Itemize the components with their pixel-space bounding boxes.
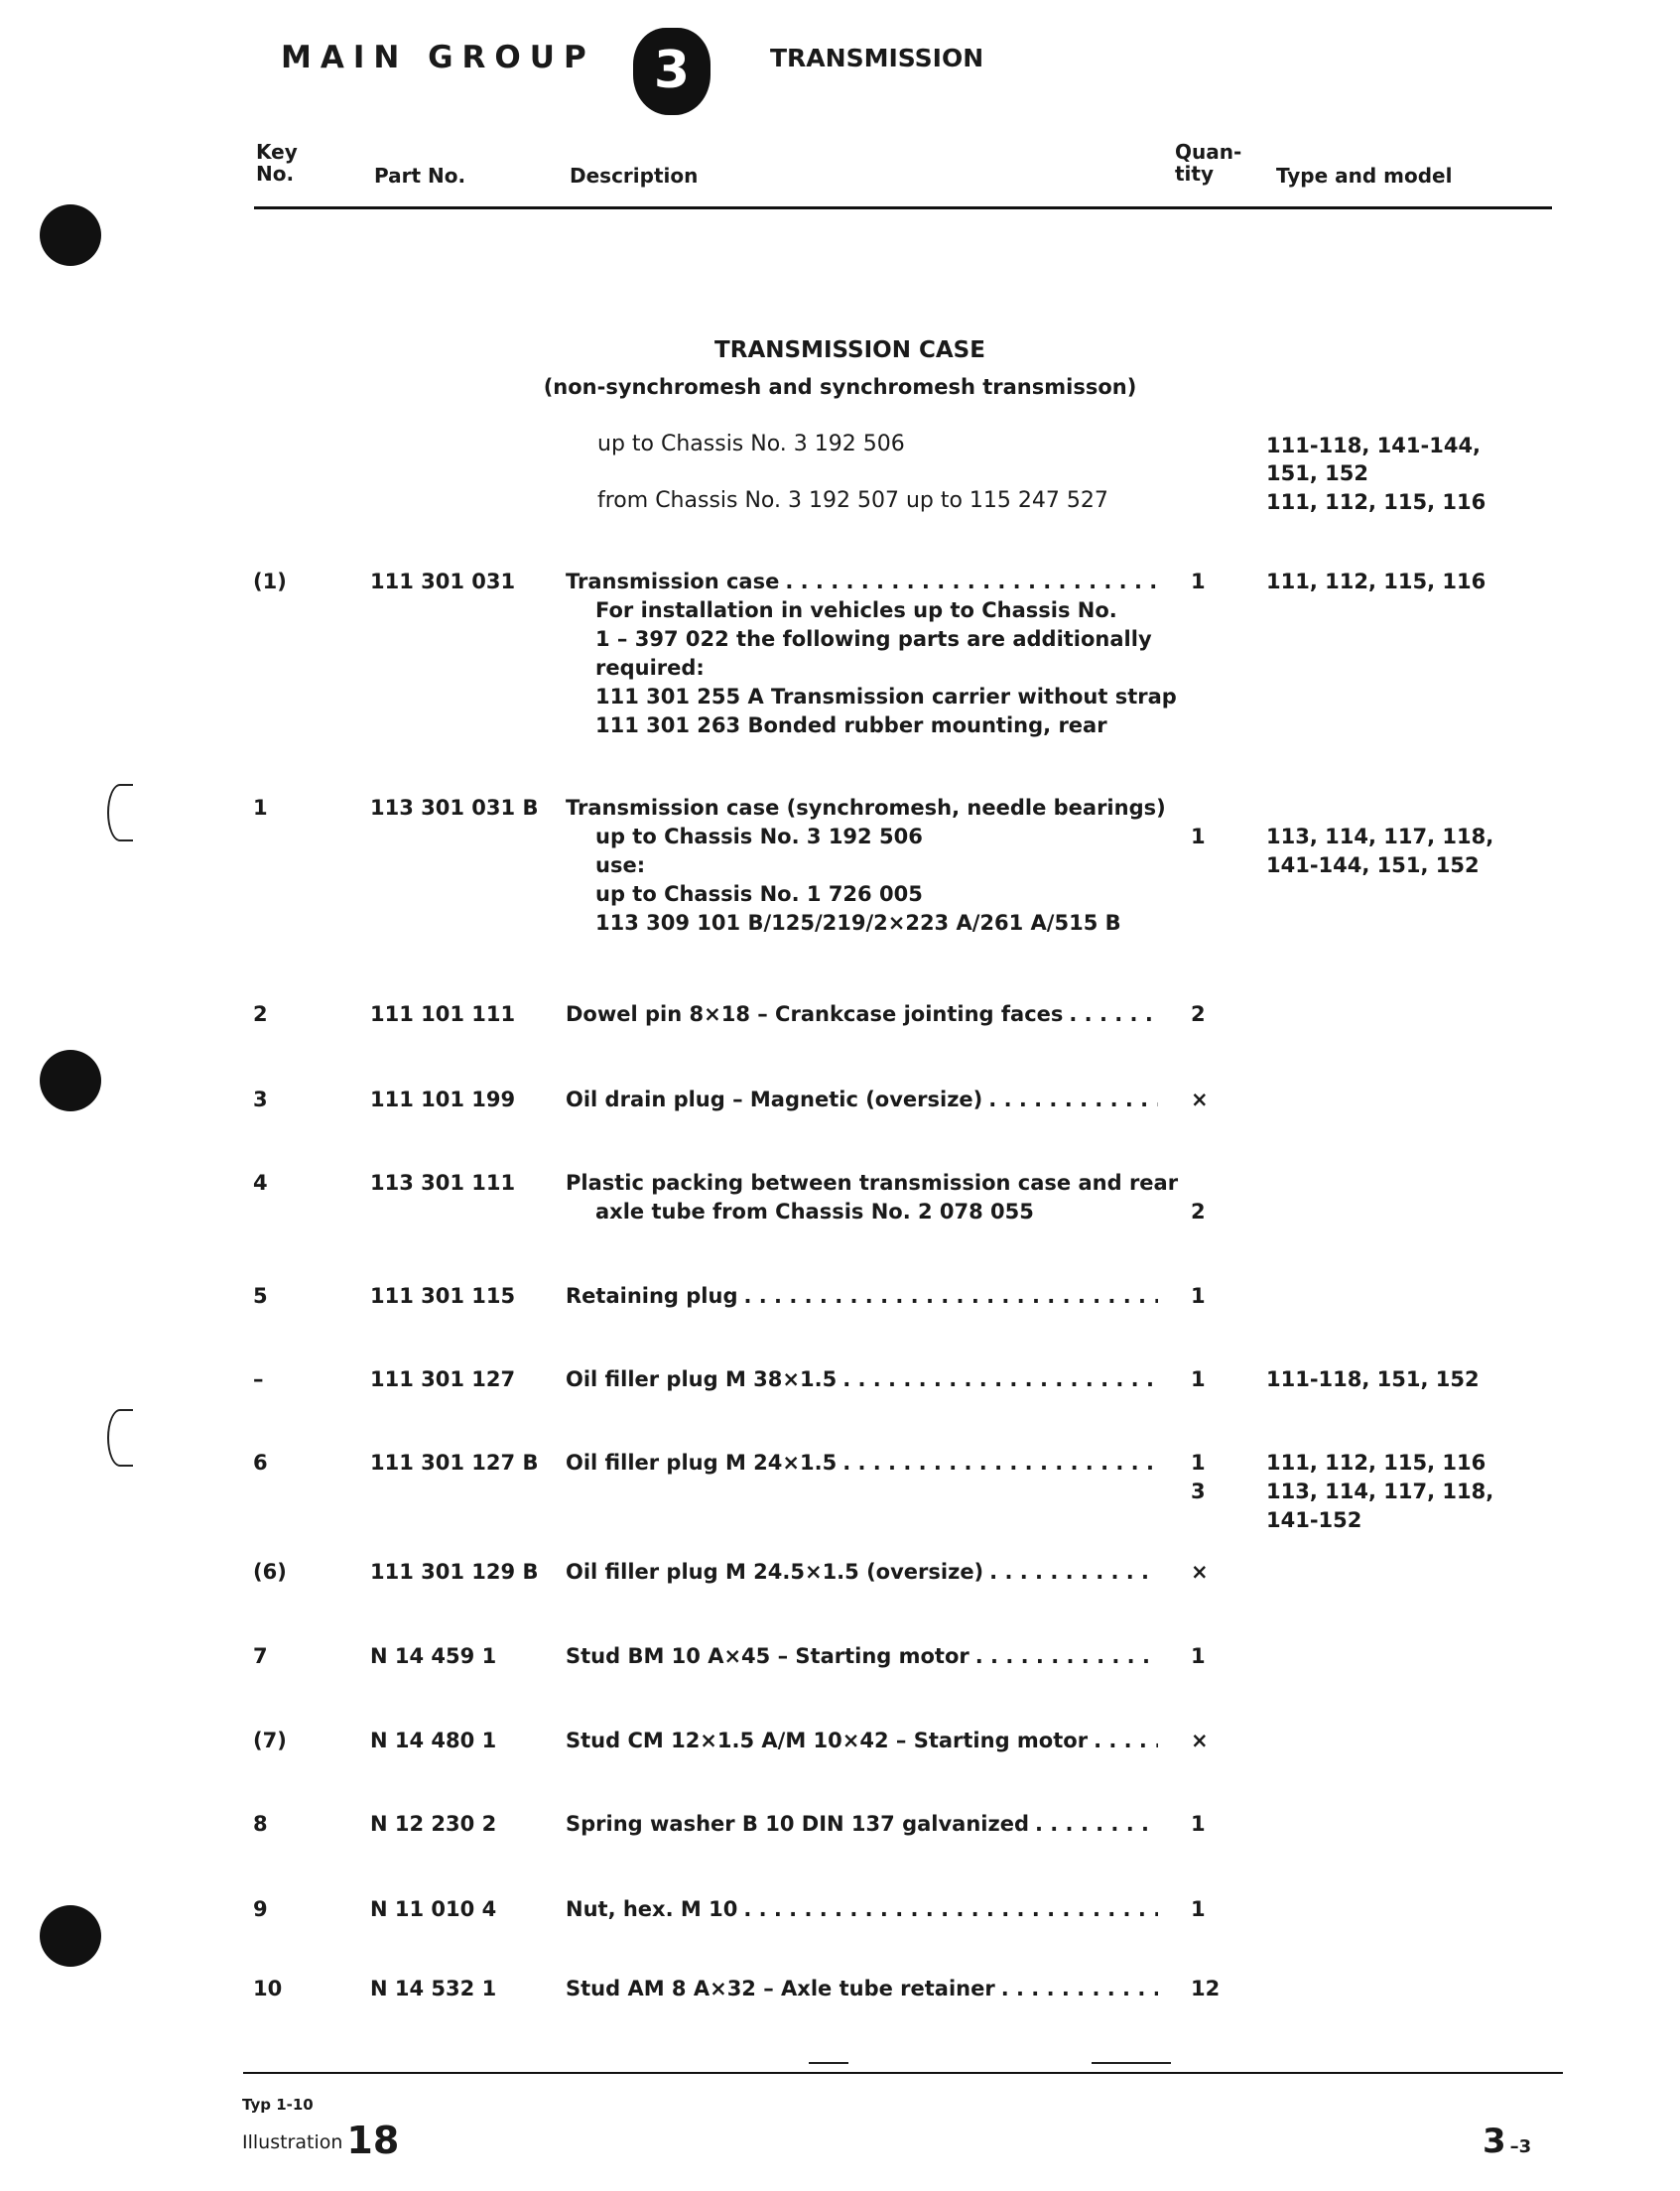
part-description [566, 1642, 1161, 1671]
group-number-badge: 3 [633, 28, 711, 115]
dot-leader [1088, 1727, 1158, 1755]
binder-hole-bottom [40, 1905, 101, 1967]
key-number: 5 [253, 1284, 268, 1308]
quantity-value: 12 [1191, 1977, 1221, 2000]
part-description [566, 1975, 1161, 2003]
key-number: (1) [253, 570, 287, 593]
page-number: 3 –3 [1483, 2122, 1532, 2161]
description-detail-line: 111 301 255 A Transmission carrier without strap [595, 685, 1177, 709]
part-description [566, 1086, 1161, 1114]
dot-leader [737, 1895, 1158, 1924]
dot-leader [995, 1975, 1158, 2003]
part-description [566, 1000, 1161, 1029]
description-detail-line: required: [595, 656, 705, 680]
footer-type-code: Typ 1-10 [242, 2096, 314, 2114]
key-number: (6) [253, 1560, 287, 1584]
column-header-key-no: Key No. [256, 140, 298, 186]
part-number: 113 301 111 [370, 1171, 516, 1195]
dot-leader [837, 1449, 1158, 1478]
main-group-label: MAIN GROUP [281, 40, 595, 75]
part-description [566, 1169, 1179, 1226]
part-description [566, 1810, 1161, 1839]
part-description [566, 1282, 1161, 1311]
description-main: Dowel pin 8×18 – Crankcase jointing faces [566, 1002, 1064, 1026]
part-description [566, 568, 1177, 740]
part-number: N 12 230 2 [370, 1812, 497, 1836]
part-number: 113 301 031 B [370, 796, 539, 820]
quantity [1191, 1810, 1206, 1839]
part-number: 111 301 031 [370, 570, 516, 593]
section-subtitle: (non-synchromesh and synchromesh transmisson) [543, 375, 1137, 399]
dot-leader [983, 1558, 1158, 1587]
quantity-value: 1 [1191, 1644, 1206, 1668]
key-number: 3 [253, 1088, 268, 1111]
part-description [566, 1558, 1161, 1587]
chassis-range-text: up to Chassis No. 3 192 506 [597, 432, 905, 456]
dot-leader [982, 1086, 1158, 1114]
dot-leader [1063, 1000, 1158, 1029]
type-and-model [1266, 794, 1504, 880]
margin-bracket-mark [107, 784, 133, 841]
key-number: 7 [253, 1644, 268, 1668]
quantity [1191, 1169, 1206, 1226]
quantity [1191, 1895, 1206, 1924]
quantity-value: 3 [1191, 1480, 1206, 1503]
section-heading: TRANSMISSION [770, 44, 984, 72]
type-model-value: 113, 114, 117, 118, [1266, 825, 1494, 848]
description-detail-line: 113 309 101 B/125/219/2×223 A/261 A/515 B [595, 911, 1121, 935]
part-number: 111 301 129 B [370, 1560, 539, 1584]
quantity-value: × [1191, 1729, 1209, 1752]
key-number: 10 [253, 1977, 283, 2000]
quantity [1191, 1282, 1206, 1311]
quantity [1191, 1449, 1206, 1506]
header-rule [254, 206, 1552, 209]
description-detail-line: 1 – 397 022 the following parts are additionally [595, 627, 1152, 651]
quantity [1191, 568, 1206, 596]
key-number: – [253, 1367, 264, 1391]
type-model-value [1266, 794, 1504, 823]
quantity-value: 1 [1191, 1897, 1206, 1921]
footer-dash [1092, 2062, 1171, 2064]
column-header-quantity: Quan- tity [1175, 140, 1242, 186]
quantity [1191, 1558, 1209, 1587]
type-and-model [1266, 1365, 1504, 1394]
description-main: Retaining plug [566, 1284, 738, 1308]
description-main: Oil filler plug M 24.5×1.5 (oversize) [566, 1560, 984, 1584]
quantity-value [1191, 1169, 1206, 1198]
dot-leader [737, 1282, 1158, 1311]
binder-hole-middle [40, 1050, 101, 1111]
quantity-value: 2 [1191, 1200, 1206, 1224]
dot-leader [969, 1642, 1158, 1671]
quantity-value [1191, 794, 1206, 823]
key-number: (7) [253, 1729, 287, 1752]
binder-hole-top [40, 204, 101, 266]
type-and-model [1266, 1449, 1504, 1535]
part-number: 111 101 199 [370, 1088, 516, 1111]
type-model-value: 141-152 [1266, 1508, 1362, 1532]
footer-illustration [242, 2119, 399, 2162]
quantity [1191, 1642, 1206, 1671]
description-main: Stud CM 12×1.5 A/M 10×42 – Starting motor [566, 1729, 1089, 1752]
quantity-value: 1 [1191, 825, 1206, 848]
part-description [566, 1895, 1161, 1924]
quantity [1191, 1086, 1209, 1114]
part-number: 111 101 111 [370, 1002, 516, 1026]
description-main: Transmission case [566, 570, 780, 593]
key-number: 2 [253, 1002, 268, 1026]
margin-bracket-mark [107, 1409, 133, 1467]
part-number: N 14 459 1 [370, 1644, 497, 1668]
part-number: N 11 010 4 [370, 1897, 497, 1921]
description-main: Oil filler plug M 38×1.5 [566, 1367, 838, 1391]
column-header-part-no: Part No. [374, 164, 466, 188]
footer-rule [243, 2072, 1563, 2074]
column-header-description: Description [570, 164, 699, 188]
quantity [1191, 1365, 1206, 1394]
quantity-value: × [1191, 1560, 1209, 1584]
part-number: 111 301 127 B [370, 1451, 539, 1475]
footer-dash [809, 2062, 848, 2064]
description-detail-line: axle tube from Chassis No. 2 078 055 [595, 1200, 1034, 1224]
key-number: 4 [253, 1171, 268, 1195]
quantity-value: × [1191, 1088, 1209, 1111]
type-model-value: 111, 112, 115, 116 [1266, 1451, 1486, 1475]
dot-leader [779, 568, 1158, 596]
illustration-label: Illustration [242, 2131, 343, 2153]
quantity-value: 1 [1191, 1451, 1206, 1475]
quantity-value: 1 [1191, 1367, 1206, 1391]
description-main: Stud BM 10 A×45 – Starting motor [566, 1644, 969, 1668]
section-title: TRANSMISSION CASE [714, 337, 985, 363]
key-number: 6 [253, 1451, 268, 1475]
illustration-number: 18 [346, 2119, 400, 2162]
type-model-value: 141-144, 151, 152 [1266, 853, 1480, 877]
description-main: Transmission case (synchromesh, needle bearings) [566, 796, 1166, 820]
dot-leader [1029, 1810, 1158, 1839]
part-description [566, 1449, 1161, 1478]
description-main: Stud AM 8 A×32 – Axle tube retainer [566, 1977, 995, 2000]
part-description [566, 1365, 1161, 1394]
column-header-type-model: Type and model [1276, 164, 1453, 188]
description-main: Oil filler plug M 24×1.5 [566, 1451, 838, 1475]
description-main: Spring washer B 10 DIN 137 galvanized [566, 1812, 1029, 1836]
quantity-value: 1 [1191, 1812, 1206, 1836]
quantity [1191, 1727, 1209, 1755]
key-number: 1 [253, 796, 268, 820]
type-and-model [1266, 568, 1504, 596]
key-number: 9 [253, 1897, 268, 1921]
part-number: 111 301 115 [370, 1284, 516, 1308]
part-description [566, 794, 1166, 938]
part-number: N 14 480 1 [370, 1729, 497, 1752]
description-detail-line: For installation in vehicles up to Chassis No. [595, 598, 1117, 622]
description-detail-line: 111 301 263 Bonded rubber mounting, rear [595, 713, 1107, 737]
chassis-range-text: from Chassis No. 3 192 507 up to 115 247 527 [597, 488, 1108, 513]
dot-leader [837, 1365, 1158, 1394]
quantity-value: 1 [1191, 1284, 1206, 1308]
key-number: 8 [253, 1812, 268, 1836]
quantity [1191, 1975, 1220, 2003]
part-description [566, 1727, 1161, 1755]
description-main: Oil drain plug – Magnetic (oversize) [566, 1088, 983, 1111]
description-detail-line: up to Chassis No. 3 192 506 [595, 825, 923, 848]
part-number: 111 301 127 [370, 1367, 516, 1391]
chassis-range-types: 111, 112, 115, 116 [1266, 490, 1486, 514]
type-model-value: 111, 112, 115, 116 [1266, 570, 1486, 593]
description-main: Nut, hex. M 10 [566, 1897, 738, 1921]
part-number: N 14 532 1 [370, 1977, 497, 2000]
quantity-value: 1 [1191, 570, 1206, 593]
type-model-value: 113, 114, 117, 118, [1266, 1480, 1494, 1503]
type-model-value: 111-118, 151, 152 [1266, 1367, 1480, 1391]
quantity [1191, 794, 1206, 851]
description-main: Plastic packing between transmission case and rear [566, 1171, 1179, 1195]
chassis-range-types: 111-118, 141-144, 151, 152 [1266, 434, 1482, 485]
description-detail-line: use: [595, 853, 646, 877]
quantity [1191, 1000, 1206, 1029]
quantity-value: 2 [1191, 1002, 1206, 1026]
description-detail-line: up to Chassis No. 1 726 005 [595, 882, 923, 906]
